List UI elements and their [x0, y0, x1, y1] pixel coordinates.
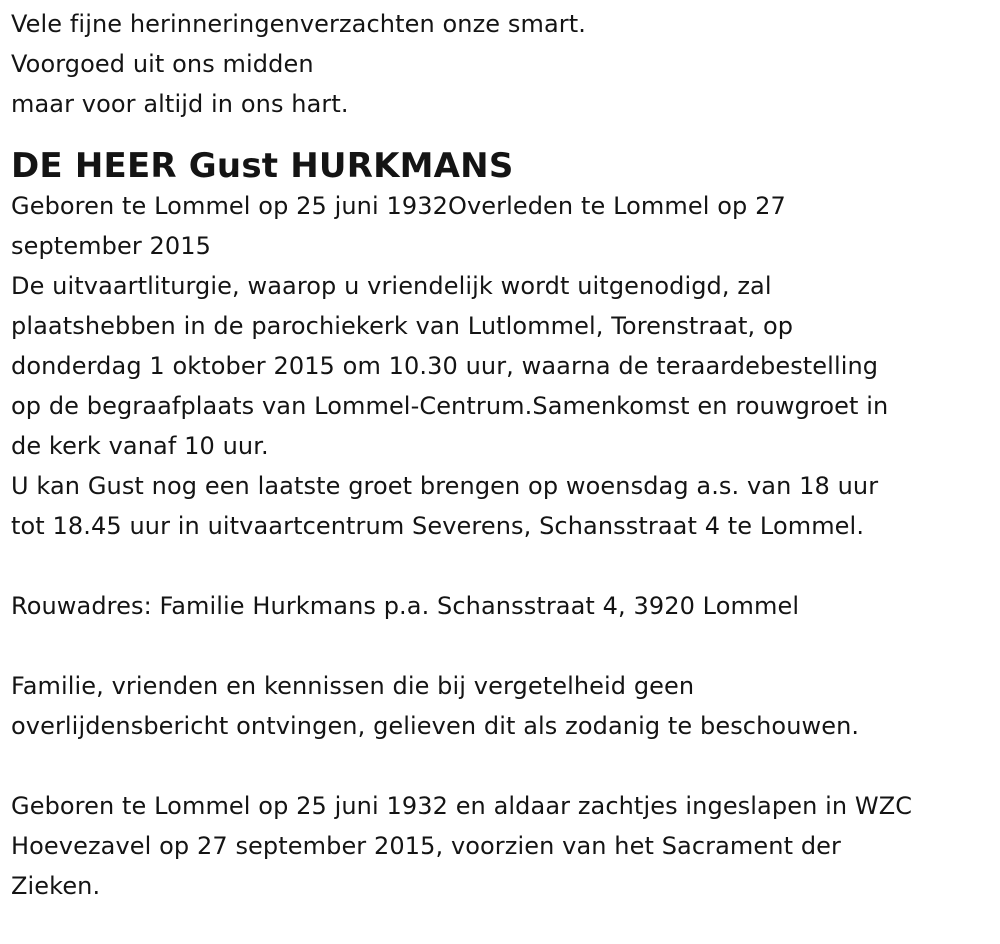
dates-line: september 2015 — [11, 232, 212, 260]
notice-line: overlijdensbericht ontvingen, gelieven dit als zodanig te beschouwen. — [11, 712, 860, 740]
notice-line: Familie, vrienden en kennissen die bij vergetelheid geen — [11, 672, 695, 700]
mourning-address — [11, 586, 992, 626]
closing-line: Hoevezavel op 27 september 2015, voorzien van het Sacrament der — [11, 832, 841, 860]
dates-line: Geboren te Lommel op 25 juni 1932Overleden te Lommel op 27 — [11, 192, 786, 220]
poem — [11, 4, 992, 124]
funeral-line: plaatshebben in de parochiekerk van Lutlommel, Torenstraat, op — [11, 312, 794, 340]
funeral-line: de kerk vanaf 10 uur. — [11, 432, 269, 460]
birth-death-dates — [11, 186, 992, 266]
address-line: Rouwadres: Familie Hurkmans p.a. Schansstraat 4, 3920 Lommel — [11, 592, 800, 620]
visit-line: tot 18.45 uur in uitvaartcentrum Severens, Schansstraat 4 te Lommel. — [11, 512, 865, 540]
poem-line: Voorgoed uit ons midden — [11, 50, 314, 78]
poem-line: Vele fijne herinneringenverzachten onze smart. — [11, 10, 586, 38]
closing-line: Zieken. — [11, 872, 101, 900]
deceased-name: DE HEER Gust HURKMANS — [11, 146, 514, 186]
paragraph-gap — [11, 746, 992, 786]
visitation-details — [11, 466, 992, 546]
funeral-line: De uitvaartliturgie, waarop u vriendelijk wordt uitgenodigd, zal — [11, 272, 772, 300]
visit-line: U kan Gust nog een laatste groet brengen op woensdag a.s. van 18 uur — [11, 472, 879, 500]
funeral-details — [11, 266, 992, 466]
paragraph-gap — [11, 546, 992, 586]
paragraph-gap — [11, 626, 992, 666]
closing-paragraph — [11, 786, 992, 906]
funeral-line: op de begraafplaats van Lommel-Centrum.Samenkomst en rouwgroet in — [11, 392, 889, 420]
funeral-line: donderdag 1 oktober 2015 om 10.30 uur, waarna de teraardebestelling — [11, 352, 879, 380]
notice — [11, 666, 992, 746]
poem-line: maar voor altijd in ons hart. — [11, 90, 349, 118]
closing-line: Geboren te Lommel op 25 juni 1932 en aldaar zachtjes ingeslapen in WZC — [11, 792, 913, 820]
